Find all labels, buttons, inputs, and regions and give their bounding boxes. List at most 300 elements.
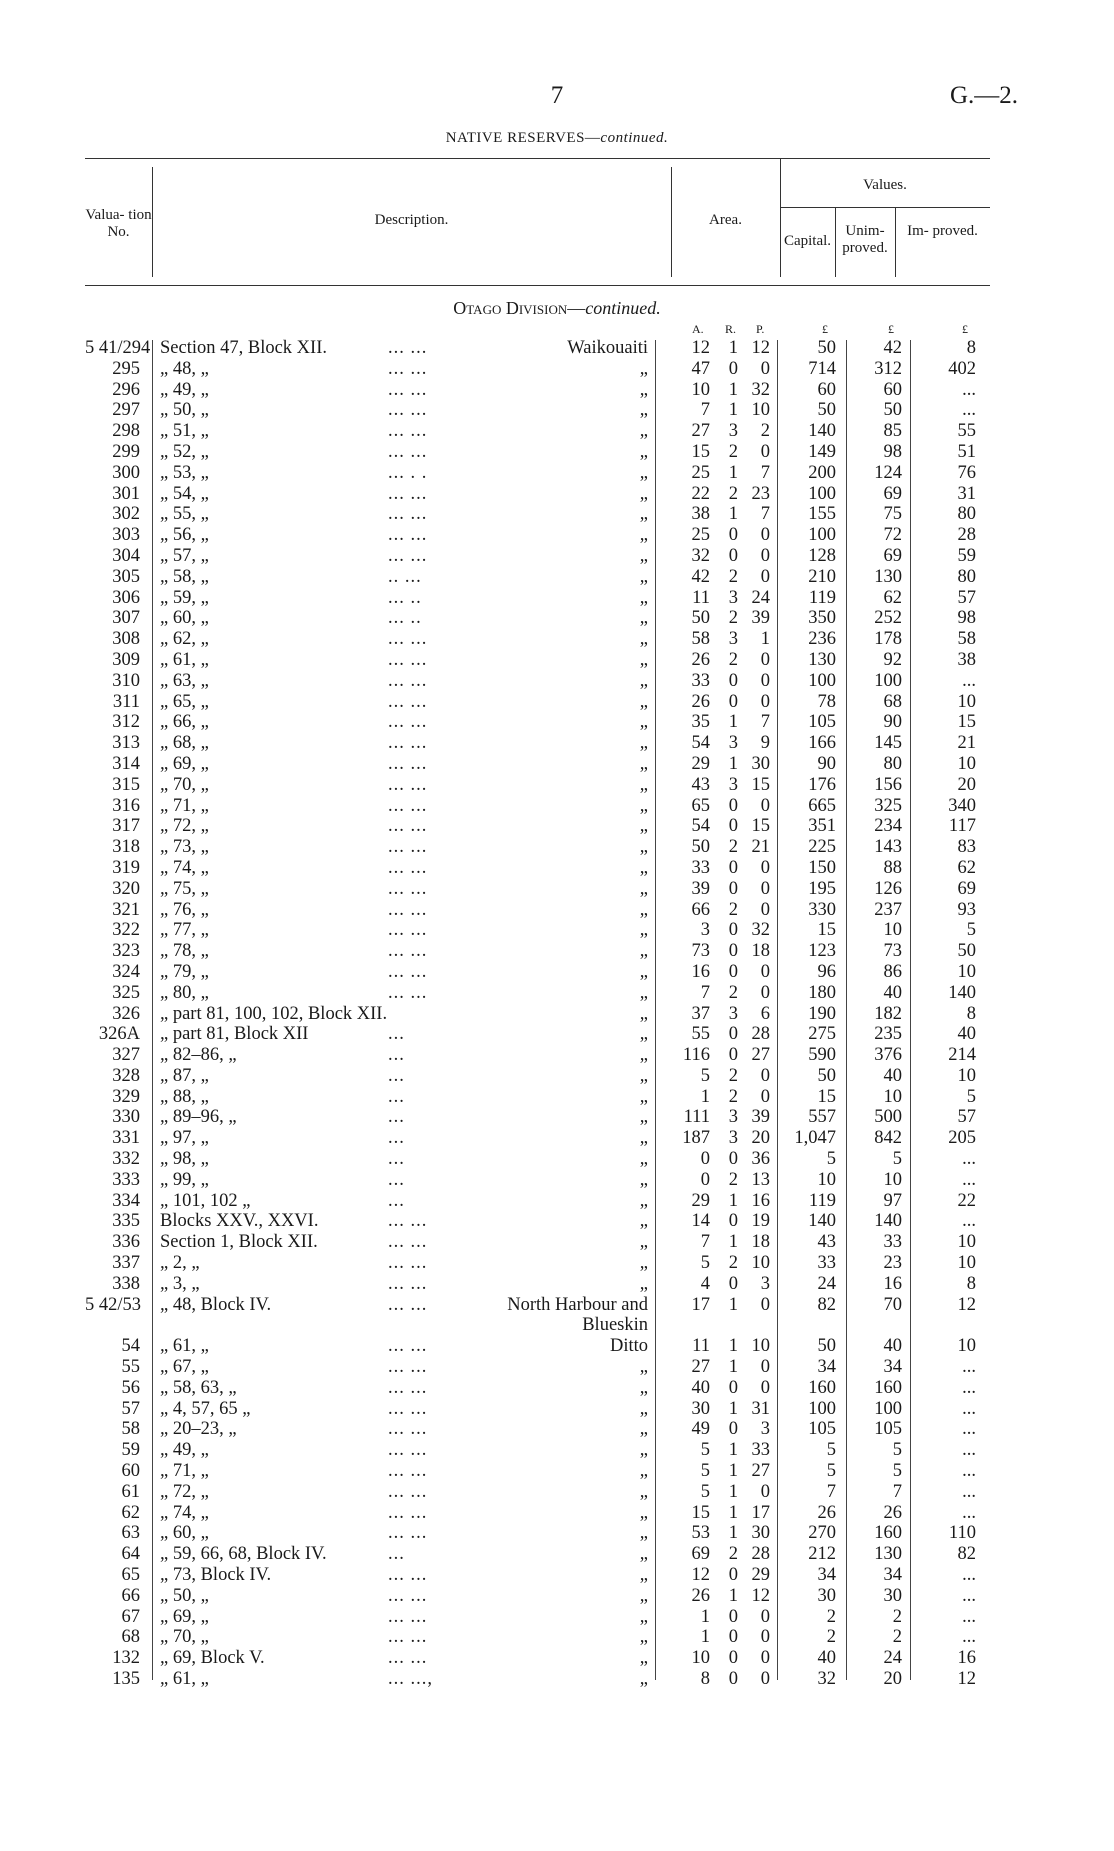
leader-dots: .. ... xyxy=(388,566,422,587)
improved-value: 12 xyxy=(957,1669,976,1689)
capital-value: 100 xyxy=(808,1398,836,1419)
unimproved-value: 97 xyxy=(883,1190,902,1211)
area-perches: 19 xyxy=(751,1211,770,1232)
capital-value: 119 xyxy=(808,587,836,608)
table-row xyxy=(0,1232,1114,1253)
description: „ 88, „ xyxy=(160,1086,209,1107)
locality: „ xyxy=(639,1169,648,1190)
description: „ 76, „ xyxy=(160,899,209,920)
area-perches: 16 xyxy=(751,1190,770,1211)
table-row xyxy=(0,962,1114,983)
leader-dots: ... ... xyxy=(388,733,428,754)
division-name: Otago Division— xyxy=(453,298,586,318)
improved-value: 58 xyxy=(957,629,976,650)
table-row xyxy=(0,1336,1114,1357)
description: „ 59, „ xyxy=(160,587,209,608)
table-row xyxy=(0,1419,1114,1440)
area-acres: 29 xyxy=(691,753,710,774)
improved-value: 50 xyxy=(957,941,976,962)
unimproved-value: 62 xyxy=(883,587,902,608)
locality: „ xyxy=(639,1253,648,1274)
capital-value: 82 xyxy=(817,1294,836,1315)
table-row xyxy=(0,1440,1114,1461)
locality: „ xyxy=(639,1398,648,1419)
area-roods: 1 xyxy=(728,1440,738,1461)
valuation-no: 327 xyxy=(112,1045,140,1066)
description: „ 82–86, „ xyxy=(160,1045,237,1066)
locality: Waikouaiti xyxy=(567,338,648,358)
valuation-no: 132 xyxy=(112,1648,140,1669)
area-roods: 0 xyxy=(728,816,738,837)
improved-value: ... xyxy=(962,1440,976,1461)
division-suffix: continued. xyxy=(585,298,661,318)
locality: „ xyxy=(639,1669,648,1689)
area-roods: 2 xyxy=(728,1544,738,1565)
valuation-no: 317 xyxy=(112,816,140,837)
locality: „ xyxy=(639,1502,648,1523)
description: „ 49, „ xyxy=(160,1440,209,1461)
table-row xyxy=(0,692,1114,713)
leader-dots: ... ... xyxy=(388,525,428,546)
leader-dots: ... xyxy=(388,1190,405,1211)
capital-value: 5 xyxy=(826,1461,836,1482)
valuation-no: 296 xyxy=(112,379,140,400)
leader-dots: ... ... xyxy=(388,1565,428,1586)
area-roods: 3 xyxy=(728,733,738,754)
unimproved-value: 235 xyxy=(874,1024,902,1045)
area-perches: 0 xyxy=(760,358,770,379)
unimproved-value: 50 xyxy=(883,400,902,421)
valuation-no: 5 41/294 xyxy=(85,338,151,358)
improved-value: 98 xyxy=(957,608,976,629)
leader-dots: ... .. xyxy=(388,608,422,629)
capital-value: 96 xyxy=(817,961,836,982)
page-title-suffix: continued. xyxy=(600,130,669,146)
table-row xyxy=(0,1024,1114,1045)
leader-dots: ... ... xyxy=(388,941,428,962)
valuation-no: 312 xyxy=(112,712,140,733)
valuation-no: 325 xyxy=(112,982,140,1003)
leader-dots: ... xyxy=(388,1544,405,1565)
improved-value: 21 xyxy=(957,733,976,754)
improved-value: 82 xyxy=(957,1544,976,1565)
area-acres: 29 xyxy=(691,1190,710,1211)
table-row xyxy=(0,1274,1114,1295)
capital-value: 330 xyxy=(808,899,836,920)
area-acres: 38 xyxy=(691,504,710,525)
table-row xyxy=(0,421,1114,442)
unimproved-value: 90 xyxy=(883,712,902,733)
improved-value: ... xyxy=(962,1481,976,1502)
unimproved-value: 145 xyxy=(874,733,902,754)
unimproved-value: 40 xyxy=(883,1065,902,1086)
area-roods: 1 xyxy=(728,712,738,733)
improved-value: ... xyxy=(962,1565,976,1586)
table-row xyxy=(0,1066,1114,1087)
description: „ 2, „ xyxy=(160,1253,200,1274)
area-roods: 1 xyxy=(728,1481,738,1502)
description: „ 70, „ xyxy=(160,774,209,795)
unimproved-value: 182 xyxy=(874,1003,902,1024)
improved-value: 83 xyxy=(957,837,976,858)
area-perches: 29 xyxy=(751,1565,770,1586)
area-roods: 0 xyxy=(728,1419,738,1440)
improved-value: 51 xyxy=(957,441,976,462)
col-valuation-no: Valua- tion No. xyxy=(85,207,152,240)
capital-value: 166 xyxy=(808,733,836,754)
leader-dots: ... ... xyxy=(388,545,428,566)
valuation-no: 64 xyxy=(121,1544,140,1565)
capital-value: 270 xyxy=(808,1523,836,1544)
valuation-no: 61 xyxy=(121,1481,140,1502)
capital-value: 140 xyxy=(808,421,836,442)
table-row xyxy=(0,1399,1114,1420)
unimproved-value: 5 xyxy=(892,1149,902,1170)
locality: „ xyxy=(639,1149,648,1170)
area-roods: 0 xyxy=(728,1024,738,1045)
area-acres: 37 xyxy=(691,1003,710,1024)
valuation-no: 303 xyxy=(112,525,140,546)
capital-value: 34 xyxy=(817,1565,836,1586)
area-roods: 1 xyxy=(728,1502,738,1523)
improved-value: ... xyxy=(962,1502,976,1523)
locality: „ xyxy=(639,816,648,837)
unimproved-value: 5 xyxy=(892,1440,902,1461)
unimproved-value: 160 xyxy=(874,1377,902,1398)
table-row xyxy=(0,1607,1114,1628)
area-perches: 0 xyxy=(760,857,770,878)
area-roods: 2 xyxy=(728,566,738,587)
leader-dots: ... ... xyxy=(388,899,428,920)
table-row xyxy=(0,712,1114,733)
table-row xyxy=(0,837,1114,858)
description: „ 56, „ xyxy=(160,525,209,546)
table-row xyxy=(0,588,1114,609)
area-acres: 27 xyxy=(691,1357,710,1378)
area-acres: 35 xyxy=(691,712,710,733)
improved-value: ... xyxy=(962,1419,976,1440)
valuation-no: 55 xyxy=(121,1357,140,1378)
locality: „ xyxy=(639,691,648,712)
unimproved-value: 237 xyxy=(874,899,902,920)
area-roods: 2 xyxy=(728,982,738,1003)
area-perches: 10 xyxy=(751,1253,770,1274)
area-perches: 36 xyxy=(751,1149,770,1170)
locality: „ xyxy=(639,421,648,442)
valuation-no: 316 xyxy=(112,795,140,816)
valuation-no: 335 xyxy=(112,1211,140,1232)
description: „ 69, „ xyxy=(160,1606,209,1627)
locality: „ xyxy=(639,587,648,608)
unimproved-value: 126 xyxy=(874,878,902,899)
unimproved-value: 24 xyxy=(883,1648,902,1669)
unimproved-value: 156 xyxy=(874,774,902,795)
leader-dots: ... ... xyxy=(388,1294,428,1315)
improved-value: 8 xyxy=(966,338,976,358)
leader-dots: ... ... xyxy=(388,920,428,941)
col-description: Description. xyxy=(374,212,449,228)
table-row xyxy=(0,1503,1114,1524)
area-perches: 0 xyxy=(760,649,770,670)
leader-dots: ... ... xyxy=(388,1440,428,1461)
locality: „ xyxy=(639,1086,648,1107)
area-acres: 43 xyxy=(691,774,710,795)
table-row xyxy=(0,629,1114,650)
leader-dots: ... ... xyxy=(388,670,428,691)
locality: „ xyxy=(639,1232,648,1253)
area-perches: 12 xyxy=(751,338,770,358)
valuation-no: 315 xyxy=(112,774,140,795)
unimproved-value: 33 xyxy=(883,1232,902,1253)
area-acres: 0 xyxy=(700,1149,710,1170)
valuation-no: 323 xyxy=(112,941,140,962)
leader-dots: ... ... xyxy=(388,774,428,795)
area-roods: 0 xyxy=(728,1648,738,1669)
locality: „ xyxy=(639,1024,648,1045)
description: „ 63, „ xyxy=(160,670,209,691)
table-row xyxy=(0,1523,1114,1544)
area-perches: 10 xyxy=(751,400,770,421)
unimproved-value: 70 xyxy=(883,1294,902,1315)
description: „ 3, „ xyxy=(160,1273,200,1294)
leader-dots: ... ... xyxy=(388,379,428,400)
valuation-no: 298 xyxy=(112,421,140,442)
description: „ 78, „ xyxy=(160,941,209,962)
unimproved-value: 234 xyxy=(874,816,902,837)
improved-value: 340 xyxy=(948,795,976,816)
capital-value: 32 xyxy=(817,1669,836,1689)
leader-dots: ... ... xyxy=(388,1357,428,1378)
area-perches: 7 xyxy=(760,462,770,483)
description: „ 49, „ xyxy=(160,379,209,400)
area-perches: 0 xyxy=(760,1481,770,1502)
unimproved-value: 20 xyxy=(883,1669,902,1689)
improved-value: 10 xyxy=(957,753,976,774)
table-row xyxy=(0,1627,1114,1648)
unimproved-value: 500 xyxy=(874,1107,902,1128)
area-acres: 22 xyxy=(691,483,710,504)
description: „ 99, „ xyxy=(160,1169,209,1190)
area-perches: 30 xyxy=(751,1523,770,1544)
capital-value: 40 xyxy=(817,1648,836,1669)
improved-value: 10 xyxy=(957,1065,976,1086)
area-acres: 7 xyxy=(700,400,710,421)
area-acres: 5 xyxy=(700,1440,710,1461)
valuation-no: 56 xyxy=(121,1377,140,1398)
unimproved-value: 85 xyxy=(883,421,902,442)
leader-dots: ... ... xyxy=(388,483,428,504)
improved-value: 8 xyxy=(966,1273,976,1294)
leader-dots: ... ... xyxy=(388,1232,428,1253)
area-perches: 6 xyxy=(760,1003,770,1024)
improved-value: 62 xyxy=(957,857,976,878)
improved-value: 10 xyxy=(957,1253,976,1274)
locality: „ xyxy=(639,504,648,525)
capital-value: 24 xyxy=(817,1273,836,1294)
area-perches: 30 xyxy=(751,753,770,774)
capital-value: 200 xyxy=(808,462,836,483)
area-perches: 31 xyxy=(751,1398,770,1419)
area-roods: 0 xyxy=(728,878,738,899)
leader-dots: ... ... xyxy=(388,441,428,462)
area-perches: 28 xyxy=(751,1544,770,1565)
table-row xyxy=(0,816,1114,837)
area-acres: 53 xyxy=(691,1523,710,1544)
locality: „ xyxy=(639,545,648,566)
table-row xyxy=(0,1461,1114,1482)
locality: „ xyxy=(639,483,648,504)
area-perches: 0 xyxy=(760,1669,770,1689)
capital-value: 100 xyxy=(808,670,836,691)
locality: „ xyxy=(639,878,648,899)
area-perches: 7 xyxy=(760,504,770,525)
unimproved-value: 30 xyxy=(883,1585,902,1606)
locality: „ xyxy=(639,1377,648,1398)
capital-value: 2 xyxy=(826,1606,836,1627)
unimproved-value: 26 xyxy=(883,1502,902,1523)
area-perches: 21 xyxy=(751,837,770,858)
description: „ 50, „ xyxy=(160,400,209,421)
area-perches: 0 xyxy=(760,1377,770,1398)
unimproved-value: 7 xyxy=(892,1481,902,1502)
unimproved-value: 100 xyxy=(874,1398,902,1419)
improved-value: 59 xyxy=(957,545,976,566)
area-perches: 27 xyxy=(751,1045,770,1066)
locality: „ xyxy=(639,462,648,483)
improved-value: ... xyxy=(962,1398,976,1419)
valuation-no: 304 xyxy=(112,545,140,566)
table-row xyxy=(0,775,1114,796)
leader-dots: ... ... xyxy=(388,1481,428,1502)
improved-value: ... xyxy=(962,1377,976,1398)
description: „ 87, „ xyxy=(160,1065,209,1086)
area-roods: 2 xyxy=(728,441,738,462)
valuation-no: 309 xyxy=(112,649,140,670)
area-perches: 1 xyxy=(760,629,770,650)
improved-value: 20 xyxy=(957,774,976,795)
table-row xyxy=(0,1378,1114,1399)
area-acres: 8 xyxy=(700,1669,710,1689)
improved-value: ... xyxy=(962,1461,976,1482)
area-acres: 54 xyxy=(691,816,710,837)
area-roods: 3 xyxy=(728,1003,738,1024)
capital-value: 212 xyxy=(808,1544,836,1565)
table-row xyxy=(0,879,1114,900)
valuation-no: 319 xyxy=(112,857,140,878)
area-roods: 3 xyxy=(728,1107,738,1128)
locality: „ xyxy=(639,566,648,587)
locality: „ xyxy=(639,920,648,941)
capital-value: 180 xyxy=(808,982,836,1003)
valuation-no: 324 xyxy=(112,961,140,982)
capital-value: 33 xyxy=(817,1253,836,1274)
description: „ 48, Block IV. xyxy=(160,1294,272,1315)
description: „ 70, „ xyxy=(160,1627,209,1648)
locality: „ xyxy=(639,1440,648,1461)
area-roods: 0 xyxy=(728,545,738,566)
leader-dots: ... ... xyxy=(388,649,428,670)
leader-dots: ... ... xyxy=(388,691,428,712)
area-acres: 5 xyxy=(700,1065,710,1086)
improved-value: ... xyxy=(962,1169,976,1190)
table-row xyxy=(0,400,1114,421)
area-roods: 1 xyxy=(728,1336,738,1357)
description: „ 53, „ xyxy=(160,462,209,483)
area-acres: 12 xyxy=(691,338,710,358)
description: „ 61, „ xyxy=(160,649,209,670)
improved-value: 402 xyxy=(948,358,976,379)
table-row xyxy=(0,442,1114,463)
description: „ part 81, 100, 102, Block XII. xyxy=(160,1003,388,1024)
table-row xyxy=(0,1482,1114,1503)
leader-dots: ... ... xyxy=(388,816,428,837)
improved-value: 40 xyxy=(957,1024,976,1045)
capital-value: 195 xyxy=(808,878,836,899)
capital-value: 50 xyxy=(817,338,836,358)
locality: „ xyxy=(639,982,648,1003)
valuation-no: 330 xyxy=(112,1107,140,1128)
area-roods: 1 xyxy=(728,1357,738,1378)
description: „ 69, Block V. xyxy=(160,1648,265,1669)
area-perches: 0 xyxy=(760,1357,770,1378)
locality: „ xyxy=(639,1585,648,1606)
locality: „ xyxy=(639,1107,648,1128)
description: „ 48, „ xyxy=(160,358,209,379)
area-acres: 7 xyxy=(700,1232,710,1253)
area-roods: 1 xyxy=(728,753,738,774)
capital-value: 10 xyxy=(817,1169,836,1190)
table-row xyxy=(0,1544,1114,1565)
area-roods: 0 xyxy=(728,691,738,712)
capital-value: 225 xyxy=(808,837,836,858)
area-roods: 1 xyxy=(728,338,738,358)
table-row xyxy=(0,1648,1114,1669)
page-title-main: NATIVE RESERVES— xyxy=(445,130,601,146)
improved-value: 76 xyxy=(957,462,976,483)
valuation-no: 58 xyxy=(121,1419,140,1440)
table-row xyxy=(0,1357,1114,1378)
locality: „ xyxy=(639,1544,648,1565)
locality: „ xyxy=(639,753,648,774)
area-perches: 24 xyxy=(751,587,770,608)
improved-value: 16 xyxy=(957,1648,976,1669)
description: Section 1, Block XII. xyxy=(160,1232,318,1253)
description: „ 61, „ xyxy=(160,1336,209,1357)
locality: „ xyxy=(639,525,648,546)
locality: „ xyxy=(639,1606,648,1627)
locality: „ xyxy=(639,649,648,670)
table-row xyxy=(0,1295,1114,1337)
improved-value: 110 xyxy=(948,1523,976,1544)
locality: „ xyxy=(639,1648,648,1669)
area-perches: 0 xyxy=(760,441,770,462)
capital-value: 665 xyxy=(808,795,836,816)
valuation-no: 318 xyxy=(112,837,140,858)
locality: „ xyxy=(639,400,648,421)
unit-improved: £ xyxy=(962,322,968,336)
unimproved-value: 143 xyxy=(874,837,902,858)
improved-value: 57 xyxy=(957,587,976,608)
leader-dots: ... .. xyxy=(388,587,422,608)
improved-value: 10 xyxy=(957,961,976,982)
area-roods: 1 xyxy=(728,1232,738,1253)
leader-dots: ... xyxy=(388,1107,405,1128)
unimproved-value: 124 xyxy=(874,462,902,483)
leader-dots: ... ... xyxy=(388,1502,428,1523)
leader-dots: ... ... xyxy=(388,878,428,899)
improved-value: ... xyxy=(962,1606,976,1627)
area-perches: 33 xyxy=(751,1440,770,1461)
